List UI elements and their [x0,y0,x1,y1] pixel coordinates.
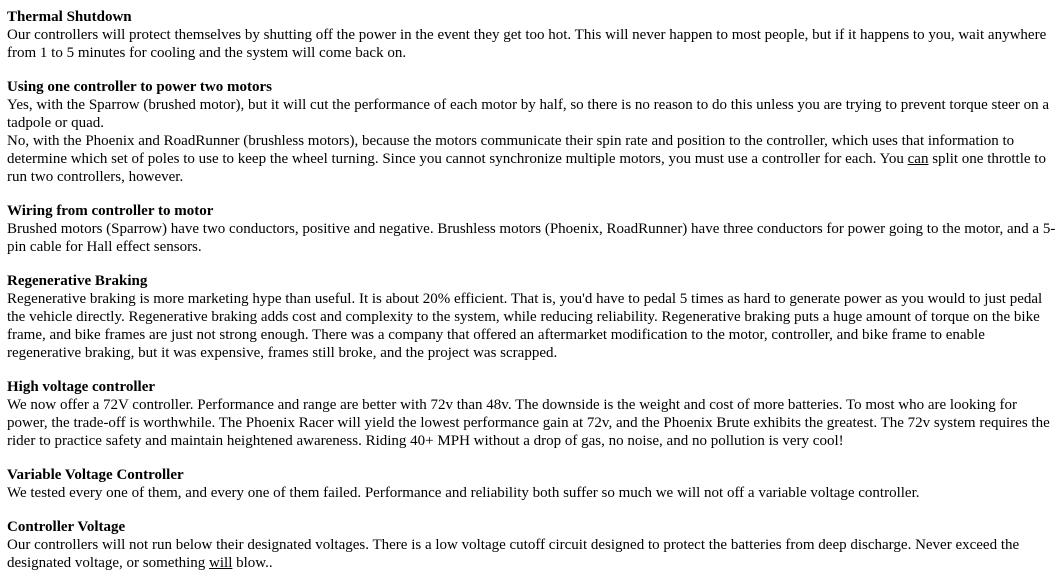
underlined-word: will [209,555,233,571]
section-variable-voltage-controller [7,466,1057,502]
paragraph-text: No, with the Phoenix and RoadRunner (brushless motors), because the motors communicate their spin rate and position to the controller, which uses that information to determine which set of poles to use to keep the wheel turning. Since you cannot synchronize multiple motors, you must use a controller for each. You [7,133,1015,167]
section-heading: Wiring from controller to motor [7,203,214,219]
section-thermal-shutdown [7,8,1057,62]
section-paragraph: We tested every one of them, and every one of them failed. Performance and reliability both suffer so much we will not off a variable voltage controller. [7,485,920,501]
underlined-word: can [907,151,929,167]
section-paragraph [7,132,1057,186]
paragraph-text: Our controllers will not run below their designated voltages. There is a low voltage cutoff circuit designed to protect the batteries from deep discharge. Never exceed the designated voltage, or something [7,537,1020,571]
section-high-voltage-controller [7,378,1057,450]
section-wiring [7,202,1057,256]
section-heading: Controller Voltage [7,519,126,535]
section-paragraph: We now offer a 72V controller. Performance and range are better with 72v than 48v. The downside is the weight and cost of more batteries. To most who are looking for power, the trade-off is worthwhile. The Phoenix Racer will yield the lowest performance gain at 72v, and the Phoenix Brute exhibits the greatest. The 72v system requires the rider to practice safety and maintain heightened awareness. Riding 40+ MPH without a drop of gas, no noise, and no pollution is very cool! [7,397,1050,449]
section-heading: Thermal Shutdown [7,9,132,25]
section-paragraph: Our controllers will protect themselves by shutting off the power in the event they get too hot. This will never happen to most people, but if it happens to you, wait anywhere from 1 to 5 minutes for cooling and the system will come back on. [7,27,1047,61]
section-one-controller-two-motors [7,78,1057,186]
section-heading: High voltage controller [7,379,156,395]
section-paragraph: Yes, with the Sparrow (brushed motor), but it will cut the performance of each motor by half, so there is no reason to do this unless you are trying to prevent torque steer on a tadpole or quad. [7,97,1049,131]
section-controller-voltage [7,518,1057,572]
section-heading: Variable Voltage Controller [7,467,184,483]
paragraph-text: blow.. [232,555,273,571]
paragraph-text: split one throttle to run two controllers, however. [7,151,1046,185]
section-heading: Regenerative Braking [7,273,148,289]
section-paragraph: Regenerative braking is more marketing hype than useful. It is about 20% efficient. That is, you'd have to pedal 5 times as hard to generate power as you would to just pedal the vehicle directly. Regenerative braking adds cost and complexity to the system, while reducing reliability. Regenerative braking puts a huge amount of torque on the bike frame, and bike frames are just not strong enough. There was a company that offered an aftermarket modification to the motor, controller, and bike frame to enable regenerative braking, but it was expensive, frames still broke, and the project was scrapped. [7,291,1043,361]
section-heading: Using one controller to power two motors [7,79,272,95]
section-paragraph: Brushed motors (Sparrow) have two conductors, positive and negative. Brushless motors (Phoenix, RoadRunner) have three conductors for power going to the motor, and a 5-pin cable for Hall effect sensors. [7,221,1056,255]
section-regenerative-braking [7,272,1057,362]
section-paragraph [7,536,1057,572]
